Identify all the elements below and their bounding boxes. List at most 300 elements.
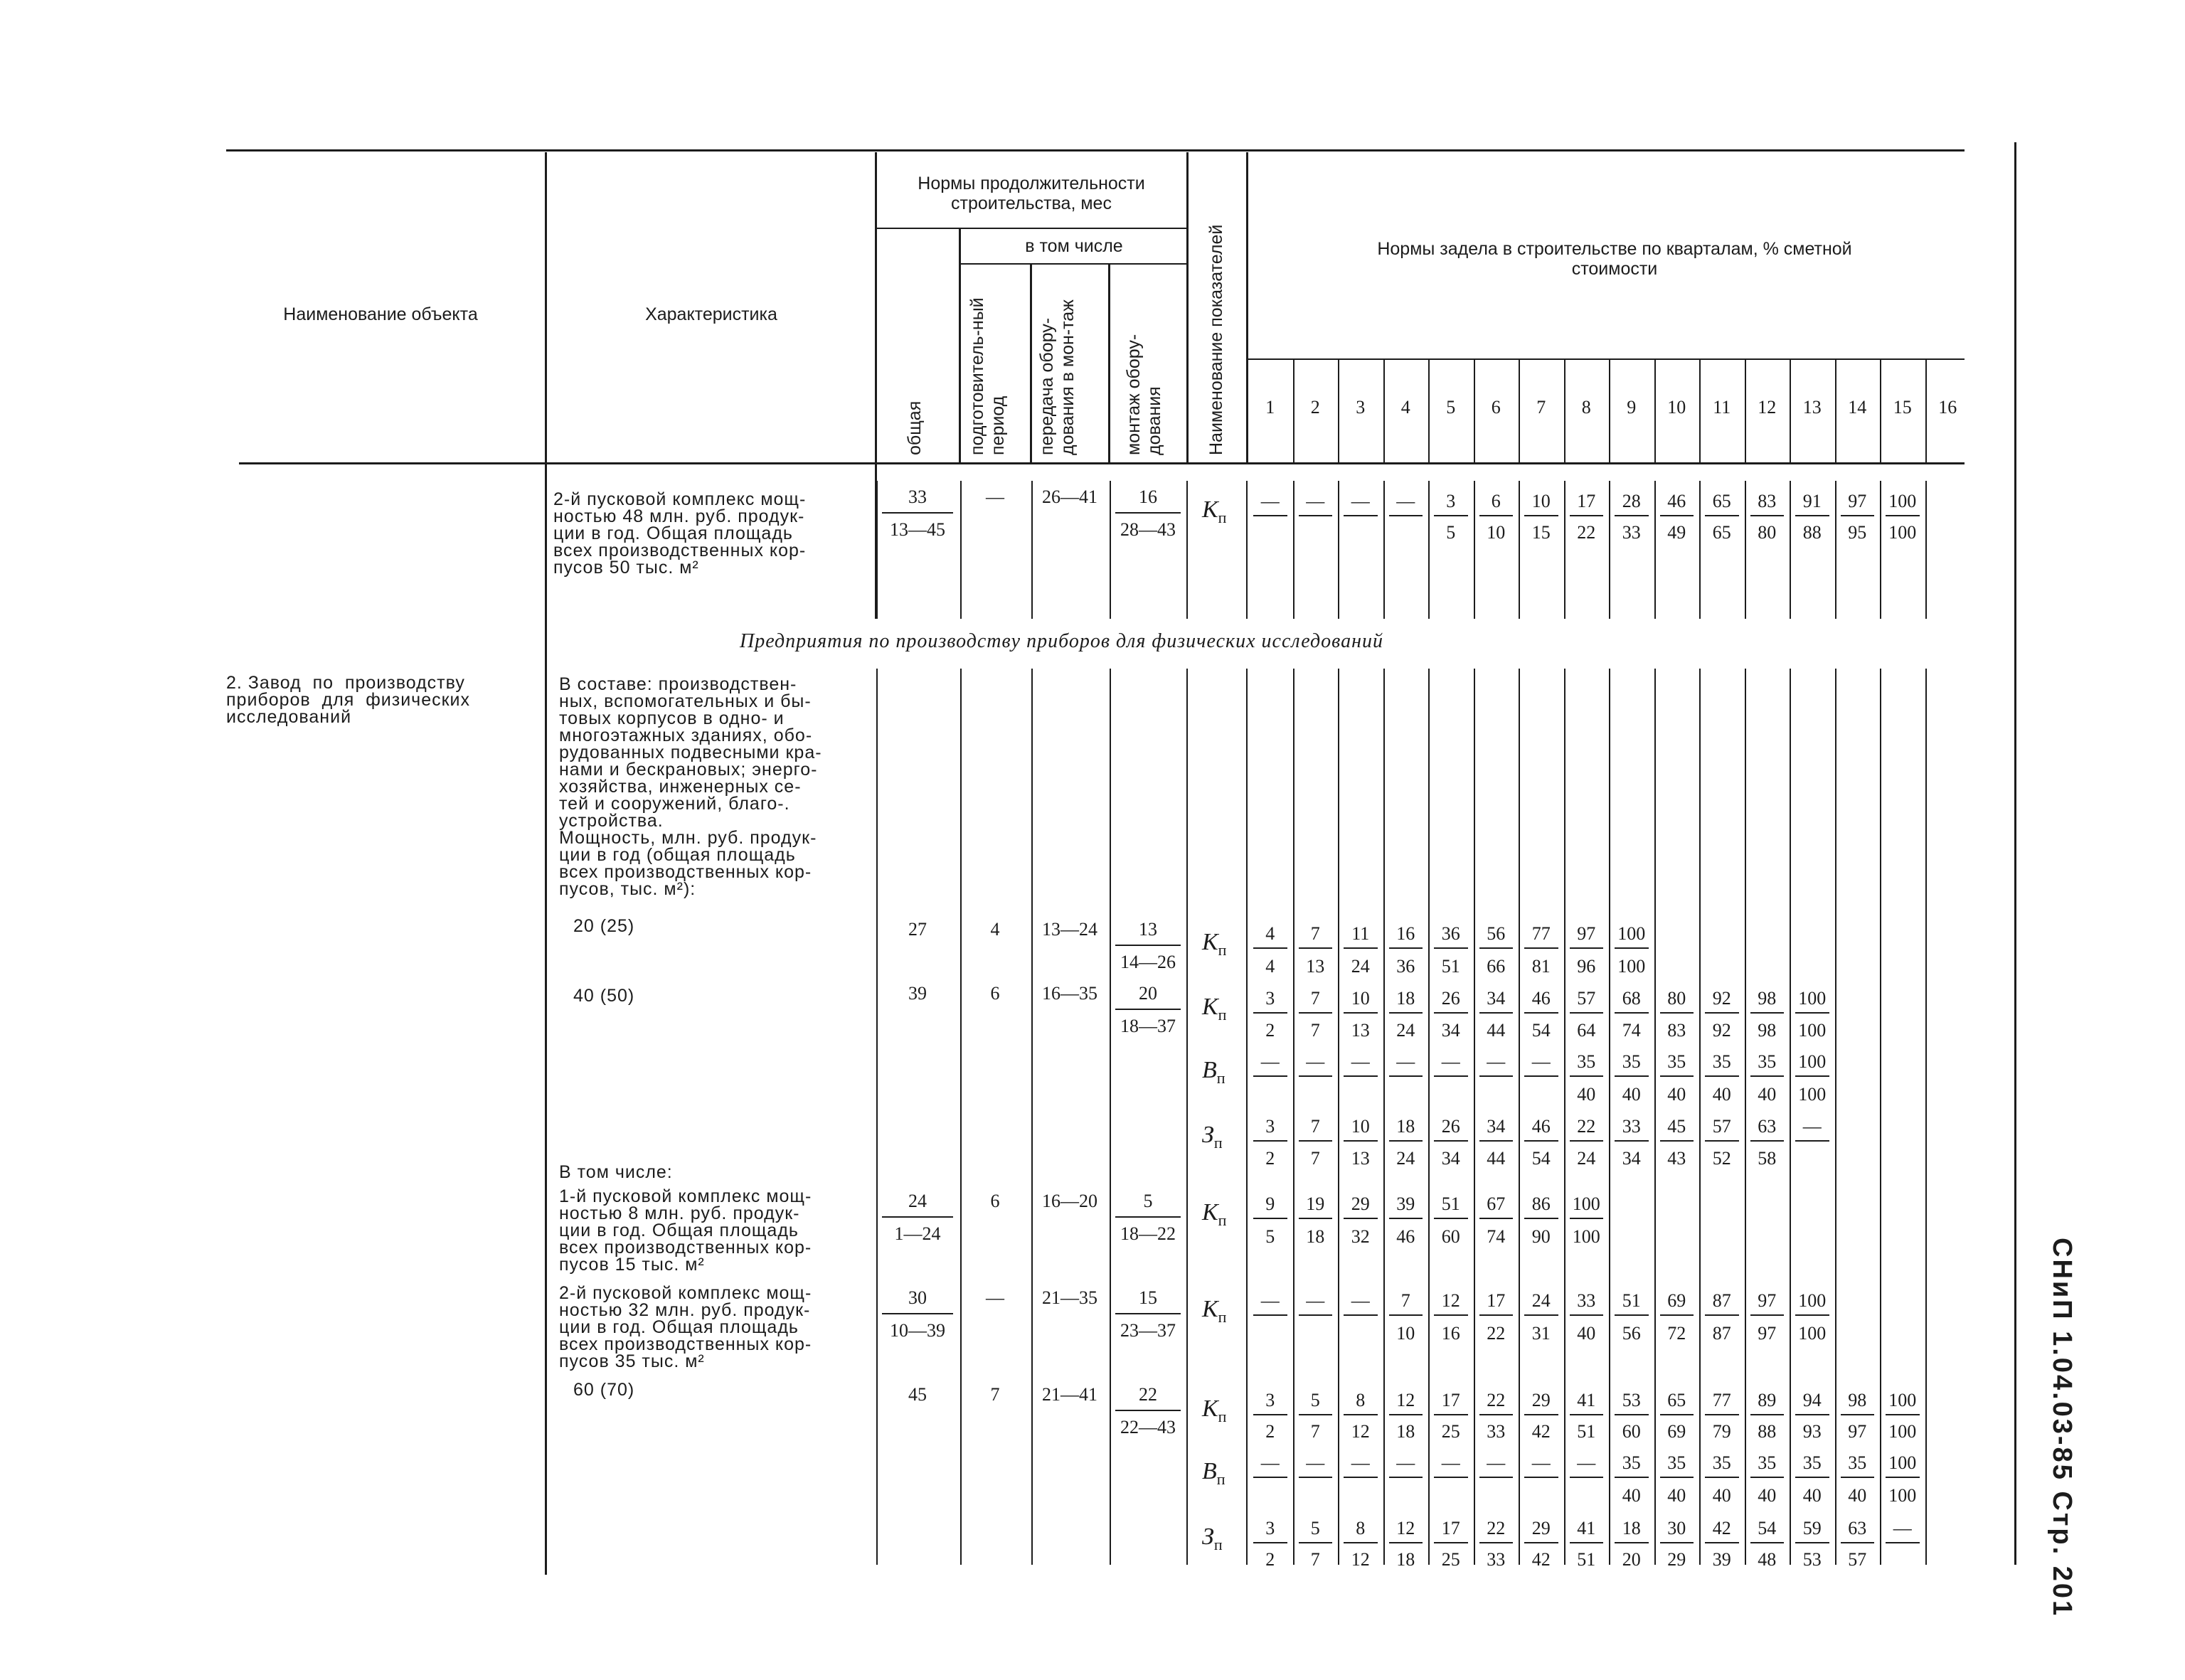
- body-col-line: [1031, 669, 1033, 1565]
- zadel-cell: 7: [1400, 1290, 1410, 1311]
- zadel-cell: —: [1802, 1116, 1822, 1137]
- zadel-cell: 32: [1351, 1226, 1370, 1247]
- dur-prep: 4: [990, 919, 1000, 940]
- zadel-cell: 69: [1667, 1290, 1686, 1311]
- fraction-bar: [1253, 947, 1287, 949]
- fraction-bar: [1570, 1075, 1604, 1077]
- zadel-cell: 53: [1802, 1549, 1822, 1570]
- zadel-cell: 51: [1622, 1290, 1641, 1311]
- fraction-bar: [1615, 1140, 1649, 1142]
- fraction-bar: [1344, 1140, 1378, 1142]
- fraction-bar: [1299, 1218, 1333, 1219]
- fraction-bar: [1570, 1218, 1604, 1219]
- zadel-cell: 51: [1577, 1421, 1596, 1442]
- fraction-bar: [1886, 1414, 1920, 1415]
- quarter-header-5: 5: [1446, 397, 1456, 418]
- indicator-K: [1202, 994, 1226, 1024]
- fraction-bar: [1299, 1012, 1333, 1014]
- zadel-cell: 30: [1667, 1518, 1686, 1538]
- zadel-cell: 33: [1487, 1549, 1506, 1570]
- dur-total-range: 1—24: [894, 1223, 941, 1244]
- zadel-cell: 42: [1531, 1421, 1551, 1442]
- zadel-cell: 49: [1667, 522, 1686, 543]
- indicator-subscript: п: [1218, 1307, 1227, 1326]
- fraction-bar: [1524, 1542, 1558, 1543]
- zadel-cell: 92: [1712, 988, 1731, 1009]
- zadel-cell: 6: [1491, 491, 1501, 511]
- fraction-bar: [1434, 1314, 1468, 1316]
- zadel-cell: —: [1396, 491, 1415, 511]
- dur-mount: 5: [1143, 1191, 1153, 1211]
- indicator-subscript: п: [1213, 1535, 1223, 1553]
- quarter-header-9: 9: [1627, 397, 1637, 418]
- zadel-cell: 77: [1531, 923, 1551, 944]
- zadel-cell: 40: [1712, 1084, 1731, 1105]
- zadel-cell: 34: [1487, 1116, 1506, 1137]
- zadel-cell: 83: [1667, 1020, 1686, 1041]
- quarter-header-12: 12: [1758, 397, 1777, 418]
- zadel-cell: 24: [1351, 956, 1370, 977]
- zadel-cell: —: [1441, 1051, 1460, 1072]
- zadel-cell: 69: [1667, 1421, 1686, 1442]
- fraction-bar: [1795, 1477, 1829, 1478]
- indicator-K: [1202, 1296, 1226, 1327]
- zadel-cell: 51: [1441, 1193, 1460, 1214]
- fraction-bar: [1524, 1414, 1558, 1415]
- zadel-cell: 31: [1531, 1323, 1551, 1344]
- zadel-cell: 17: [1577, 491, 1596, 511]
- dur-mount-range: 14—26: [1120, 952, 1176, 972]
- fraction-bar: [1479, 1477, 1514, 1478]
- fraction-bar: [1841, 515, 1875, 516]
- zadel-cell: —: [1531, 1452, 1551, 1473]
- zadel-cell: 24: [1531, 1290, 1551, 1311]
- zadel-cell: 22: [1577, 1116, 1596, 1137]
- dur-total-range: 13—45: [890, 519, 945, 540]
- col-divider: [1186, 152, 1189, 462]
- zadel-cell: 20: [1622, 1549, 1641, 1570]
- fraction-bar: [1479, 1012, 1514, 1014]
- zadel-cell: 16: [1396, 923, 1415, 944]
- fraction-bar: [1570, 1314, 1604, 1316]
- fraction-bar: [1524, 1012, 1558, 1014]
- quarter-header-1: 1: [1265, 397, 1275, 418]
- fraction-bar: [1253, 515, 1287, 516]
- fraction-bar: [1524, 1140, 1558, 1142]
- fraction-bar: [1705, 515, 1739, 516]
- zadel-cell: —: [1893, 1518, 1912, 1538]
- zadel-cell: 74: [1487, 1226, 1506, 1247]
- quarter-col-line: [1835, 360, 1836, 462]
- fraction-bar: [1434, 1477, 1468, 1478]
- zadel-cell: —: [1487, 1051, 1506, 1072]
- indicator-subscript: п: [1218, 1407, 1227, 1425]
- zadel-cell: 44: [1487, 1020, 1506, 1041]
- zadel-cell: 8: [1356, 1390, 1366, 1410]
- zadel-cell: 5: [1446, 522, 1456, 543]
- fraction-bar: [1660, 1477, 1694, 1478]
- zadel-cell: 91: [1802, 491, 1822, 511]
- fraction-bar: [1615, 1542, 1649, 1543]
- zadel-cell: —: [1396, 1452, 1415, 1473]
- zadel-cell: 10: [1351, 1116, 1370, 1137]
- dur-mount: 13: [1139, 919, 1157, 940]
- zadel-cell: 40: [1712, 1485, 1731, 1506]
- fraction-bar: [1750, 1012, 1785, 1014]
- dur-transfer: 26—41: [1042, 487, 1097, 507]
- fraction-bar: [1615, 1012, 1649, 1014]
- zadel-cell: 44: [1487, 1148, 1506, 1169]
- zadel-cell: 40: [1802, 1485, 1822, 1506]
- fraction-bar: [882, 1216, 953, 1218]
- fraction-bar: [1479, 515, 1514, 516]
- zadel-cell: 36: [1441, 923, 1460, 944]
- quarter-col-line: [1474, 360, 1475, 462]
- zadel-cell: 10: [1351, 988, 1370, 1009]
- indicator-letter: З: [1202, 1524, 1214, 1550]
- fraction-bar: [1344, 1542, 1378, 1543]
- indicator-subscript: п: [1216, 1469, 1226, 1488]
- fraction-bar: [1389, 1414, 1423, 1415]
- zadel-cell: 18: [1396, 1549, 1415, 1570]
- fraction-bar: [1479, 1542, 1514, 1543]
- fraction-bar: [882, 1313, 953, 1314]
- zadel-cell: 7: [1310, 988, 1320, 1009]
- zadel-cell: 92: [1712, 1020, 1731, 1041]
- zadel-cell: 100: [1888, 1485, 1917, 1506]
- zadel-cell: 80: [1758, 522, 1777, 543]
- zadel-cell: 26: [1441, 1116, 1460, 1137]
- char-complex2: 2-й пусковой комплекс мощ- ностью 32 млн. руб. продук- ции в год. Общая площадь всех производственных кор- пусов 35 тыс. м²: [559, 1283, 812, 1371]
- quarter-col-line: [1745, 360, 1746, 462]
- indicator-subscript: п: [1213, 1133, 1223, 1152]
- zadel-cell: 40: [1577, 1323, 1596, 1344]
- fraction-bar: [1389, 1218, 1423, 1219]
- zadel-cell: 7: [1310, 1421, 1320, 1442]
- zadel-cell: 13: [1306, 956, 1325, 977]
- quarter-col-line: [1519, 360, 1520, 462]
- zadel-cell: —: [1306, 1051, 1325, 1072]
- fraction-bar: [1115, 1410, 1181, 1411]
- fraction-bar: [1434, 515, 1468, 516]
- body-quarter-line: [1925, 669, 1927, 1565]
- zadel-cell: 59: [1802, 1518, 1822, 1538]
- fraction-bar: [1253, 1414, 1287, 1415]
- body-col-line: [876, 669, 878, 1565]
- char-40: 40 (50): [573, 986, 635, 1006]
- zadel-cell: —: [1351, 1290, 1370, 1311]
- indicator-letter: К: [1202, 1395, 1218, 1422]
- zadel-cell: 100: [1572, 1226, 1600, 1247]
- fraction-bar: [1750, 1477, 1785, 1478]
- fraction-bar: [1750, 1075, 1785, 1077]
- zadel-cell: 100: [1888, 1390, 1917, 1410]
- dur-total: 33: [908, 487, 927, 507]
- zadel-cell: 3: [1265, 1116, 1275, 1137]
- indicator-letter: З: [1202, 1122, 1214, 1148]
- zadel-cell: 7: [1310, 1549, 1320, 1570]
- fraction-bar: [1479, 1414, 1514, 1415]
- zadel-cell: 12: [1396, 1518, 1415, 1538]
- indicator-subscript: п: [1216, 1068, 1226, 1087]
- zadel-cell: 67: [1487, 1193, 1506, 1214]
- zadel-cell: 12: [1441, 1290, 1460, 1311]
- indicator-letter: К: [1202, 1296, 1218, 1322]
- fraction-bar: [1524, 1075, 1558, 1077]
- fraction-bar: [1299, 1314, 1333, 1316]
- fraction-bar: [1660, 1075, 1694, 1077]
- zadel-cell: —: [1306, 1452, 1325, 1473]
- zadel-cell: 89: [1758, 1390, 1777, 1410]
- zadel-cell: 35: [1667, 1051, 1686, 1072]
- zadel-cell: 3: [1265, 988, 1275, 1009]
- col-prep-header: подготовитель-ный период: [967, 297, 1008, 455]
- dur-transfer: 21—41: [1042, 1384, 1097, 1405]
- zadel-cell: 35: [1712, 1051, 1731, 1072]
- zadel-cell: 40: [1667, 1084, 1686, 1105]
- indicator-letter: К: [1202, 994, 1218, 1020]
- fraction-bar: [1115, 1216, 1181, 1218]
- fraction-bar: [1570, 1414, 1604, 1415]
- fraction-bar: [1253, 1140, 1287, 1142]
- zadel-cell: 40: [1667, 1485, 1686, 1506]
- dur-total: 39: [908, 983, 927, 1004]
- dur-mount-range: 18—37: [1120, 1016, 1176, 1036]
- zadel-cell: 2: [1265, 1148, 1275, 1169]
- fraction-bar: [1615, 1075, 1649, 1077]
- zadel-cell: 22: [1487, 1518, 1506, 1538]
- quarter-col-line: [1880, 360, 1881, 462]
- zadel-cell: 40: [1758, 1084, 1777, 1105]
- zadel-cell: 33: [1577, 1290, 1596, 1311]
- zadel-cell: 35: [1758, 1452, 1777, 1473]
- indicator-K: [1202, 1395, 1226, 1426]
- dur-prep: 6: [990, 1191, 1000, 1211]
- zadel-cell: 25: [1441, 1421, 1460, 1442]
- fraction-bar: [1524, 947, 1558, 949]
- fraction-bar: [1841, 1542, 1875, 1543]
- zadel-cell: 51: [1577, 1549, 1596, 1570]
- zadel-cell: 39: [1712, 1549, 1731, 1570]
- zadel-cell: 33: [1622, 1116, 1641, 1137]
- dur-total: 45: [908, 1384, 927, 1405]
- zadel-cell: —: [1306, 491, 1325, 511]
- zadel-cell: 12: [1351, 1421, 1370, 1442]
- indicator-letter: К: [1202, 1199, 1218, 1226]
- indicator-B: [1202, 1458, 1226, 1489]
- indicator-subscript: п: [1218, 508, 1227, 526]
- zadel-cell: —: [1351, 1051, 1370, 1072]
- zadel-cell: 98: [1758, 1020, 1777, 1041]
- zadel-cell: 18: [1396, 988, 1415, 1009]
- char-20: 20 (25): [573, 916, 635, 936]
- quarter-header-7: 7: [1536, 397, 1546, 418]
- zadel-cell: 72: [1667, 1323, 1686, 1344]
- fraction-bar: [1660, 1140, 1694, 1142]
- zadel-cell: 28: [1622, 491, 1641, 511]
- fraction-bar: [1795, 1075, 1829, 1077]
- fraction-bar: [1795, 1542, 1829, 1543]
- fraction-bar: [1705, 1542, 1739, 1543]
- fraction-bar: [1795, 1414, 1829, 1415]
- fraction-bar: [1524, 1477, 1558, 1478]
- zadel-cell: 29: [1667, 1549, 1686, 1570]
- fraction-bar: [1750, 1542, 1785, 1543]
- fraction-bar: [1389, 1542, 1423, 1543]
- fraction-bar: [1389, 1075, 1423, 1077]
- fraction-bar: [1705, 1414, 1739, 1415]
- zadel-cell: 97: [1577, 923, 1596, 944]
- zadel-cell: 65: [1667, 1390, 1686, 1410]
- body-col-line: [1186, 669, 1188, 1565]
- fraction-bar: [1570, 947, 1604, 949]
- dur-transfer: 16—20: [1042, 1191, 1097, 1211]
- fraction-bar: [1299, 1414, 1333, 1415]
- zadel-cell: 34: [1441, 1148, 1460, 1169]
- fraction-bar: [1389, 947, 1423, 949]
- zadel-cell: 24: [1577, 1148, 1596, 1169]
- zadel-cell: 35: [1712, 1452, 1731, 1473]
- fraction-bar: [1115, 1009, 1181, 1010]
- dur-total: 24: [908, 1191, 927, 1211]
- zadel-cell: 7: [1310, 1020, 1320, 1041]
- dur-header-rule: [876, 228, 1186, 229]
- fraction-bar: [1750, 1140, 1785, 1142]
- zadel-cell: 100: [1798, 1020, 1827, 1041]
- fraction-bar: [1299, 1075, 1333, 1077]
- col-indicator-header: Наименование показателей: [1206, 224, 1226, 455]
- zadel-cell: 29: [1351, 1193, 1370, 1214]
- indicator-subscript: п: [1218, 1211, 1227, 1229]
- fraction-bar: [882, 512, 953, 514]
- col-divider: [1030, 263, 1032, 462]
- zadel-cell: 22: [1577, 522, 1596, 543]
- fraction-bar: [1570, 1012, 1604, 1014]
- fraction-bar: [1705, 1477, 1739, 1478]
- zadel-cell: 100: [1888, 1452, 1917, 1473]
- zadel-cell: 16: [1441, 1323, 1460, 1344]
- zadel-cell: 24: [1396, 1020, 1415, 1041]
- indicator-K: [1202, 1199, 1226, 1230]
- zadel-cell: 63: [1848, 1518, 1867, 1538]
- zadel-cell: 48: [1758, 1549, 1777, 1570]
- zadel-cell: 100: [1617, 956, 1646, 977]
- zadel-cell: 74: [1622, 1020, 1641, 1041]
- zadel-cell: 13: [1351, 1020, 1370, 1041]
- fraction-bar: [1615, 515, 1649, 516]
- indicator-subscript: п: [1218, 1005, 1227, 1024]
- zadel-cell: 46: [1396, 1226, 1415, 1247]
- zadel-cell: 35: [1577, 1051, 1596, 1072]
- zadel-cell: —: [1260, 491, 1280, 511]
- quarter-header-14: 14: [1848, 397, 1867, 418]
- zadel-cell: 80: [1667, 988, 1686, 1009]
- fraction-bar: [1615, 1414, 1649, 1415]
- zadel-cell: 97: [1848, 491, 1867, 511]
- zadel-cell: —: [1260, 1290, 1280, 1311]
- quarter-header-3: 3: [1356, 397, 1366, 418]
- fraction-bar: [1660, 1542, 1694, 1543]
- fraction-bar: [1479, 1075, 1514, 1077]
- fraction-bar: [1750, 515, 1785, 516]
- zadel-cell: 2: [1265, 1421, 1275, 1442]
- incl-rule: [960, 263, 1186, 265]
- zadel-cell: —: [1531, 1051, 1551, 1072]
- fraction-bar: [1389, 1140, 1423, 1142]
- fraction-bar: [1750, 1414, 1785, 1415]
- dur-mount-range: 22—43: [1120, 1417, 1176, 1437]
- fraction-bar: [1524, 1218, 1558, 1219]
- zadel-cell: 35: [1848, 1452, 1867, 1473]
- zadel-cell: 65: [1712, 522, 1731, 543]
- zadel-cell: 54: [1531, 1148, 1551, 1169]
- fraction-bar: [1344, 1012, 1378, 1014]
- dur-total: 27: [908, 919, 927, 940]
- indicator-Z: [1202, 1122, 1223, 1152]
- dur-mount: 16: [1139, 487, 1157, 507]
- zadel-cell: 34: [1487, 988, 1506, 1009]
- fraction-bar: [1344, 1075, 1378, 1077]
- zadel-cell: 3: [1265, 1518, 1275, 1538]
- zadel-cell: —: [1487, 1452, 1506, 1473]
- zadel-cell: 18: [1622, 1518, 1641, 1538]
- dur-prep: 6: [990, 983, 1000, 1004]
- zadel-cell: 98: [1848, 1390, 1867, 1410]
- body-quarter-line: [1925, 481, 1927, 619]
- fraction-bar: [1389, 515, 1423, 516]
- zadel-cell: 93: [1802, 1421, 1822, 1442]
- fraction-bar: [1841, 1477, 1875, 1478]
- indicator-K: [1202, 929, 1226, 959]
- dur-prep: —: [986, 1287, 1004, 1308]
- quarter-col-line: [1383, 360, 1385, 462]
- fraction-bar: [1344, 1314, 1378, 1316]
- zadel-cell: 22: [1487, 1323, 1506, 1344]
- zadel-cell: 65: [1712, 491, 1731, 511]
- dur-prep: 7: [990, 1384, 1000, 1405]
- zadel-cell: 17: [1441, 1390, 1460, 1410]
- zadel-cell: 40: [1758, 1485, 1777, 1506]
- fraction-bar: [1479, 1218, 1514, 1219]
- fraction-bar: [1886, 515, 1920, 516]
- fraction-bar: [1479, 1140, 1514, 1142]
- zadel-cell: 15: [1531, 522, 1551, 543]
- zadel-cell: 2: [1265, 1020, 1275, 1041]
- zadel-cell: 100: [1888, 491, 1917, 511]
- zadel-cell: 100: [1888, 522, 1917, 543]
- fraction-bar: [1660, 1414, 1694, 1415]
- zadel-cell: 79: [1712, 1421, 1731, 1442]
- zadel-cell: 33: [1487, 1421, 1506, 1442]
- zadel-cell: 25: [1441, 1549, 1460, 1570]
- fraction-bar: [1344, 1218, 1378, 1219]
- document-code-page-number: СНиП 1.04.03-85 Стр. 201: [2047, 1238, 2077, 1618]
- zadel-cell: 45: [1667, 1116, 1686, 1137]
- fraction-bar: [1570, 1542, 1604, 1543]
- zadel-cell: 19: [1306, 1193, 1325, 1214]
- quarter-header-15: 15: [1893, 397, 1912, 418]
- zadel-cell: 100: [1572, 1193, 1600, 1214]
- char-complex1: 1-й пусковой комплекс мощ- ностью 8 млн. руб. продук- ции в год. Общая площадь всех производственных кор- пусов 15 тыс. м²: [559, 1186, 812, 1275]
- fraction-bar: [1253, 1075, 1287, 1077]
- col-divider: [1108, 263, 1110, 462]
- zadel-cell: 2: [1265, 1549, 1275, 1570]
- dur-mount-range: 18—22: [1120, 1223, 1176, 1244]
- char-60: 60 (70): [573, 1380, 635, 1400]
- zadel-cell: 12: [1396, 1390, 1415, 1410]
- zadel-cell: 87: [1712, 1323, 1731, 1344]
- zadel-cell: 46: [1531, 1116, 1551, 1137]
